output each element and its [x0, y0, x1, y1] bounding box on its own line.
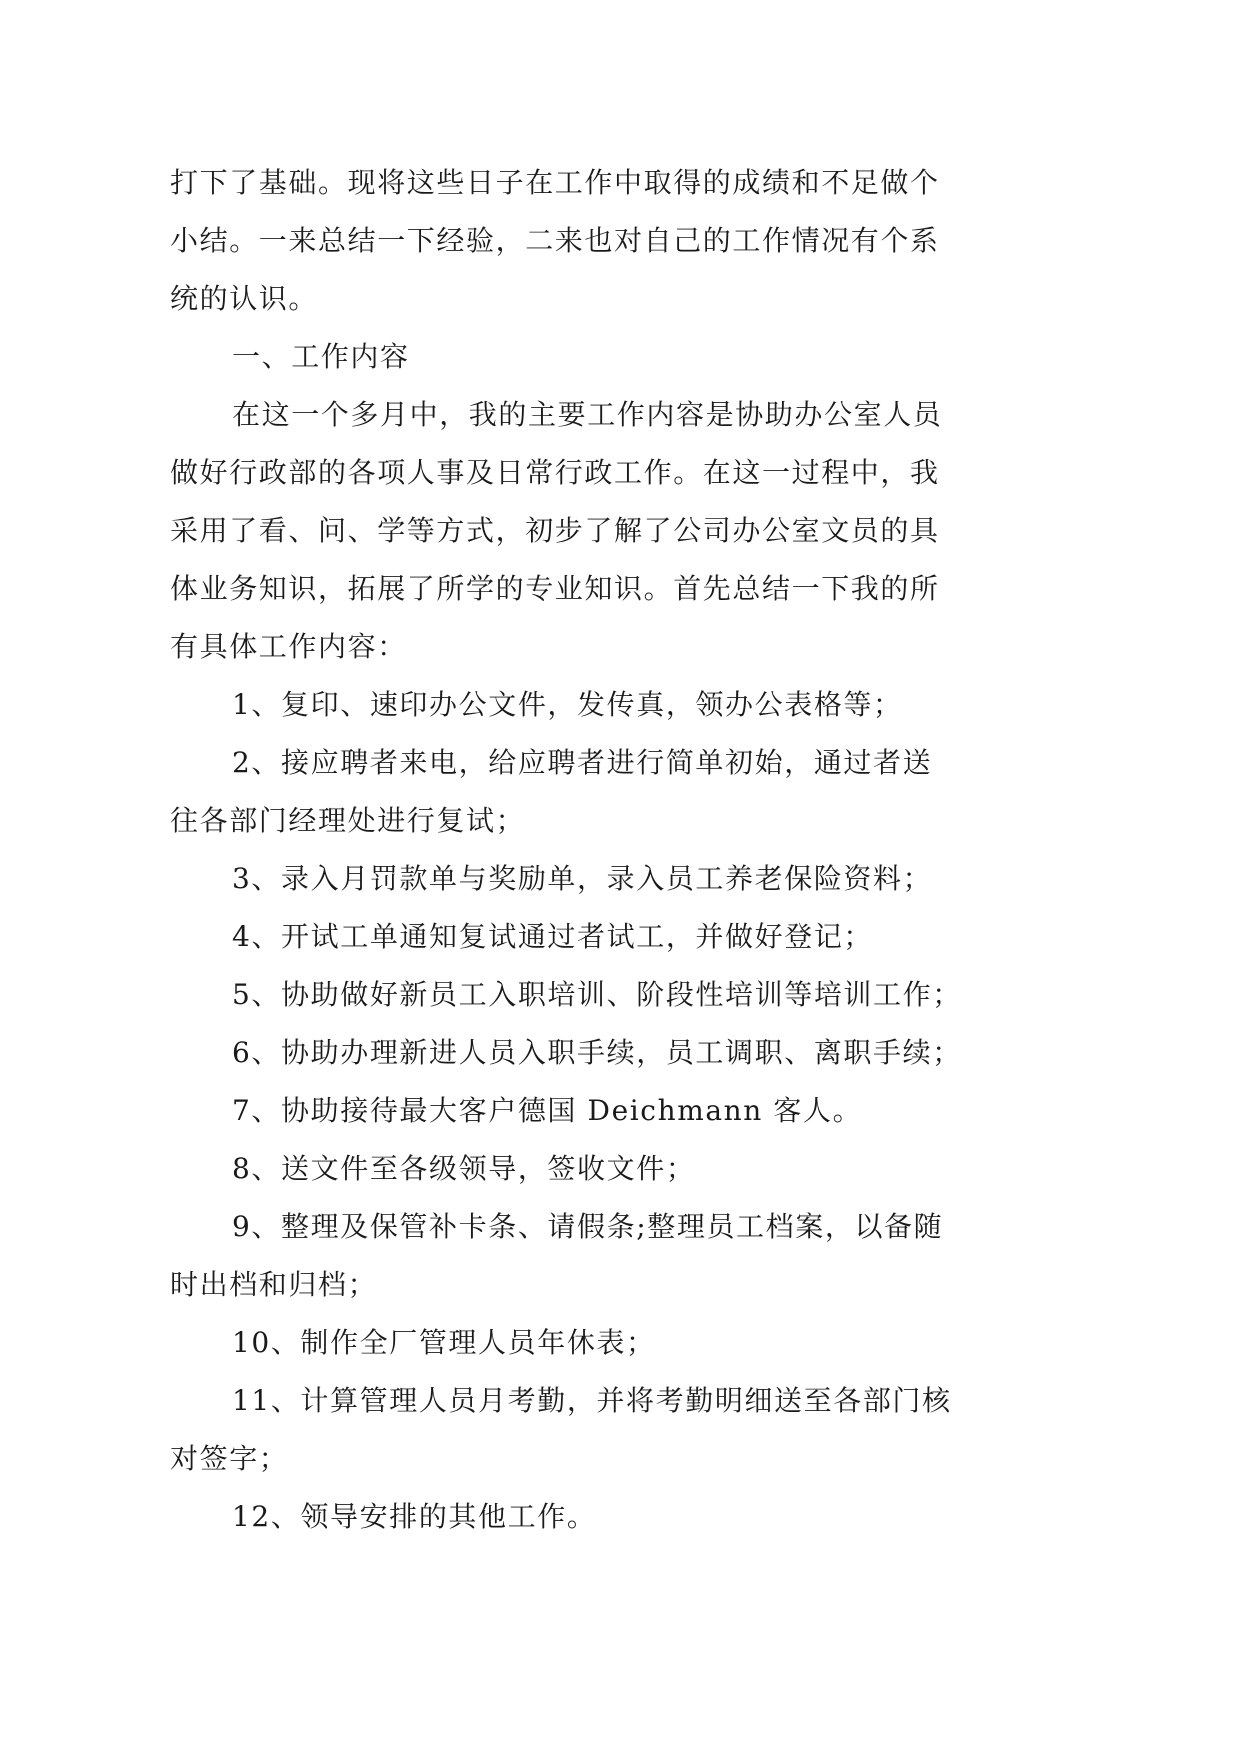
text-line: 4、开试工单通知复试通过者试工，并做好登记； — [232, 920, 874, 953]
text-line: 采用了看、问、学等方式，初步了解了公司办公室文员的具 — [170, 514, 940, 547]
text-line: 5、协助做好新员工入职培训、阶段性培训等培训工作； — [232, 978, 962, 1011]
text-line: 10、制作全厂管理人员年休表； — [232, 1326, 656, 1359]
document-body — [170, 154, 1070, 1546]
list-item — [170, 676, 1070, 734]
text-line: 时出档和归档； — [170, 1268, 378, 1301]
paragraph — [170, 154, 1070, 328]
text-line: 6、协助办理新进人员入职手续，员工调职、离职手续； — [232, 1036, 962, 1069]
text-line: 统的认识。 — [170, 282, 319, 315]
text-line: 7、协助接待最大客户德国 Deichmann 客人。 — [232, 1094, 863, 1127]
text-line: 有具体工作内容： — [170, 630, 407, 663]
list-item — [170, 1198, 1070, 1314]
list-item — [170, 734, 1070, 850]
text-line: 打下了基础。现将这些日子在工作中取得的成绩和不足做个 — [170, 166, 940, 199]
paragraph — [170, 386, 1070, 676]
list-item — [170, 1140, 1070, 1198]
text-line: 8、送文件至各级领导，签收文件； — [232, 1152, 696, 1185]
text-line: 2、接应聘者来电，给应聘者进行简单初始，通过者送 — [232, 746, 933, 779]
section-heading — [170, 328, 1070, 386]
list-item — [170, 1314, 1070, 1372]
list-item — [170, 1488, 1070, 1546]
text-line: 往各部门经理处进行复试； — [170, 804, 526, 837]
list-item — [170, 908, 1070, 966]
text-line: 11、计算管理人员月考勤，并将考勤明细送至各部门核 — [232, 1384, 952, 1417]
text-line: 9、整理及保管补卡条、请假条;整理员工档案，以备随 — [232, 1210, 944, 1243]
text-line: 小结。一来总结一下经验，二来也对自己的工作情况有个系 — [170, 224, 940, 257]
text-line: 做好行政部的各项人事及日常行政工作。在这一过程中，我 — [170, 456, 940, 489]
text-line: 对签字； — [170, 1442, 289, 1475]
list-item — [170, 966, 1070, 1024]
list-item — [170, 1372, 1070, 1488]
text-line: 1、复印、速印办公文件，发传真，领办公表格等； — [232, 688, 903, 721]
list-item — [170, 1024, 1070, 1082]
section-heading-text: 一、工作内容 — [232, 340, 410, 373]
text-line: 体业务知识，拓展了所学的专业知识。首先总结一下我的所 — [170, 572, 940, 605]
text-line: 在这一个多月中，我的主要工作内容是协助办公室人员 — [232, 398, 943, 431]
text-line: 3、录入月罚款单与奖励单，录入员工养老保险资料； — [232, 862, 933, 895]
text-line: 12、领导安排的其他工作。 — [232, 1500, 597, 1533]
list-item — [170, 850, 1070, 908]
list-item — [170, 1082, 1070, 1140]
